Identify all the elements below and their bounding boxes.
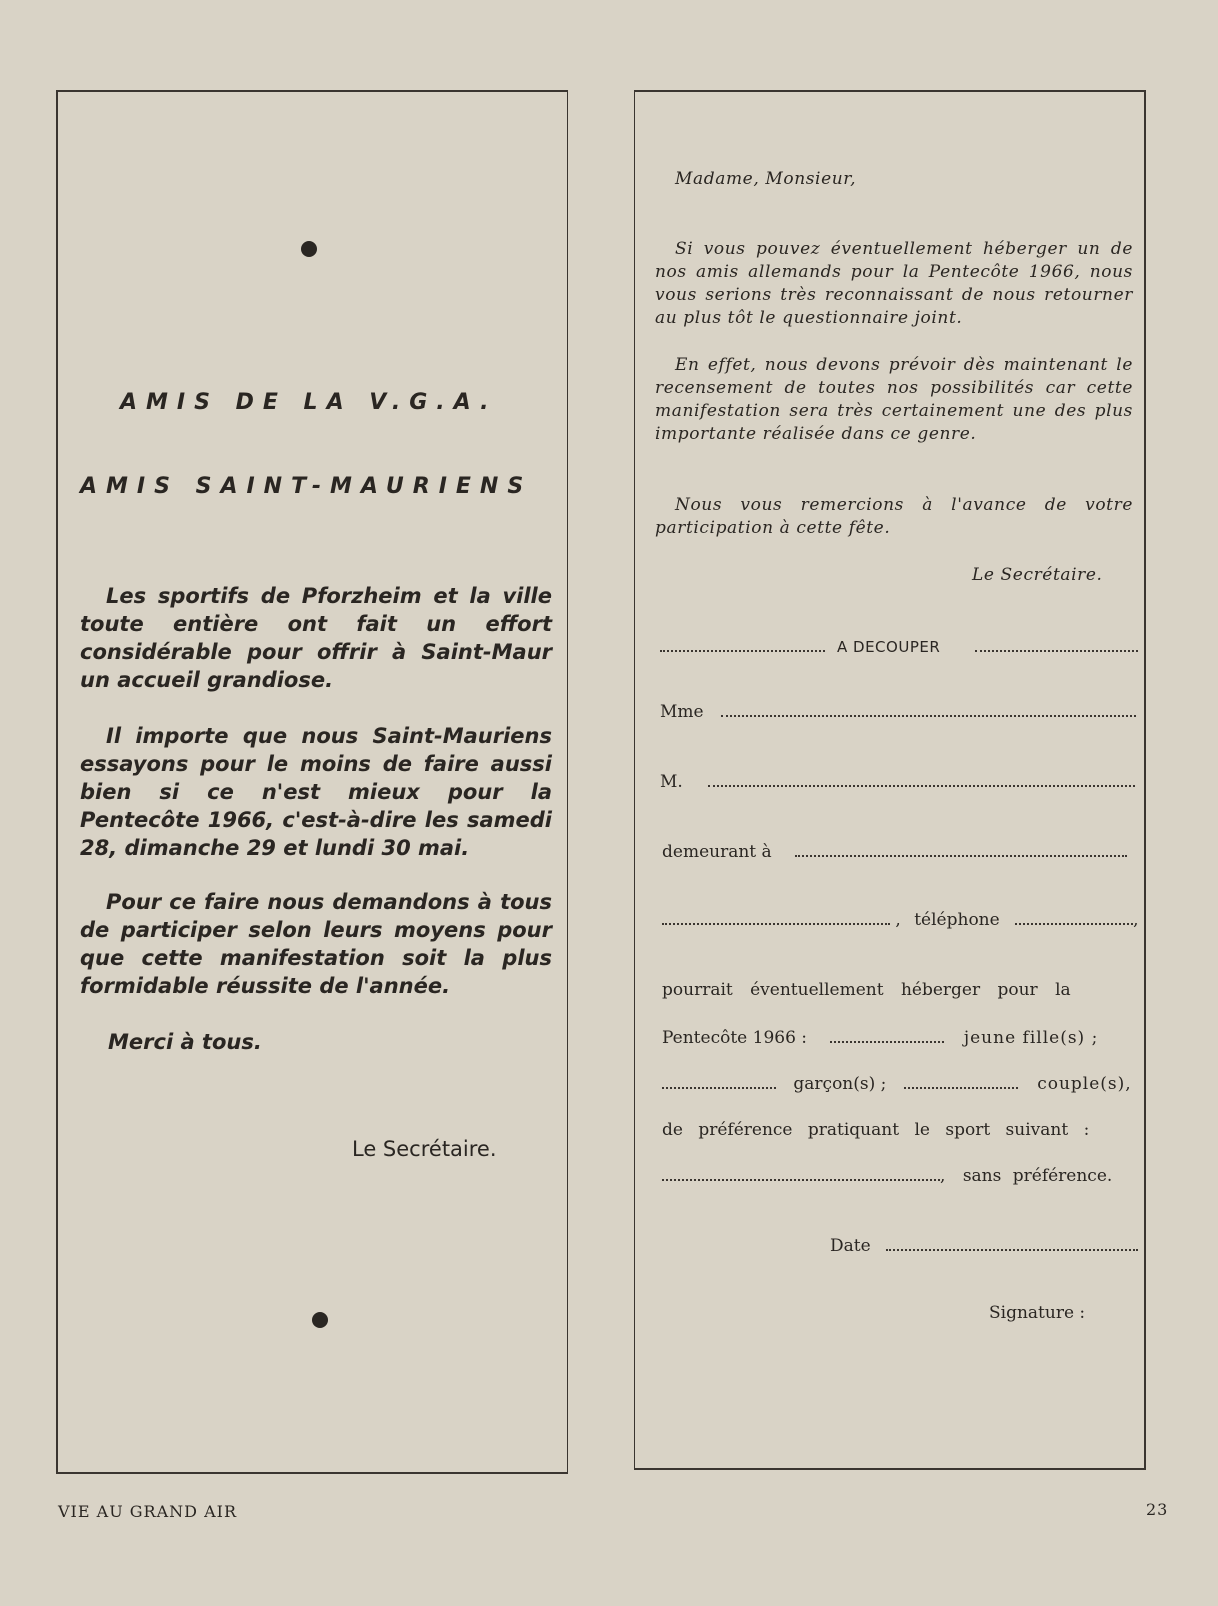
couple-count-field[interactable] (904, 1087, 1018, 1089)
m-field[interactable] (708, 785, 1135, 787)
right-paragraph-2: En effet, nous devons prévoir dès maintenant le recensement de toutes nos possibilités car cette manifestation sera très certainement une des plus importante réalisée dans ce genre. (655, 355, 1133, 444)
bullet-dot-top (301, 241, 317, 257)
couple-label: couple(s), (1037, 1074, 1132, 1094)
preference-label: de préférence pratiquant le sport suivant : (662, 1120, 1090, 1140)
form-preference-row (662, 1120, 1089, 1140)
form-pourrait-row (662, 980, 1138, 1000)
sans-preference-label: sans préférence. (962, 1166, 1113, 1186)
date-field[interactable] (886, 1249, 1138, 1251)
garcon-label: garçon(s) ; (793, 1074, 887, 1094)
right-signature: Le Secrétaire. (972, 565, 1103, 585)
page-number: 23 (1146, 1500, 1169, 1519)
signature-label: Signature : (989, 1303, 1086, 1323)
publication-name: VIE AU GRAND AIR (58, 1502, 237, 1521)
form-telephone-row: , téléphone , (662, 910, 1139, 930)
form-mme-row (660, 702, 1136, 722)
right-paragraph-1: Si vous pouvez éventuellement héberger un de nos amis allemands pour la Pentecôte 1966, nous vous serions très reconnaissant de nous retourner au plus tôt le questionnaire joint. (655, 239, 1133, 328)
pourrait-label: pourrait éventuellement héberger pour la (662, 980, 1071, 1000)
mme-field[interactable] (721, 715, 1136, 717)
right-salutation: Madame, Monsieur, (675, 169, 857, 189)
demeurant-label: demeurant à (662, 842, 772, 862)
left-thanks: Merci à tous. (108, 1030, 262, 1054)
demeurant-field[interactable] (795, 855, 1127, 857)
form-sport-row: , sans préférence. (662, 1166, 1112, 1186)
mme-label: Mme (660, 702, 704, 722)
address-field[interactable] (662, 923, 890, 925)
right-paragraph-3: Nous vous remercions à l'avance de votre participation à cette fête. (655, 495, 1133, 538)
form-m-row (660, 772, 1135, 792)
cut-label: A DECOUPER (837, 638, 941, 656)
telephone-label: téléphone (914, 910, 1000, 930)
form-date-row (830, 1236, 1138, 1256)
telephone-field[interactable] (1015, 923, 1133, 925)
pentecote-label: Pentecôte 1966 : (662, 1028, 808, 1048)
sport-field[interactable] (662, 1179, 940, 1181)
form-pentecote-row (662, 1028, 1098, 1048)
heading-amis-vga: AMIS DE LA V.G.A. (120, 390, 498, 415)
form-demeurant-row (662, 842, 1127, 862)
bullet-dot-bottom (312, 1312, 328, 1328)
left-signature: Le Secrétaire. (352, 1137, 497, 1161)
heading-amis-saint-mauriens: AMIS SAINT-MAURIENS (80, 474, 533, 499)
date-label: Date (830, 1236, 871, 1256)
garcon-count-field[interactable] (662, 1087, 776, 1089)
cut-line (660, 638, 1138, 660)
jeune-fille-count-field[interactable] (830, 1041, 944, 1043)
left-paragraph-1: Les sportifs de Pforzheim et la ville toute entière ont fait un effort considérable pour offrir à Saint-Maur un accueil grandiose. (80, 584, 552, 692)
jeune-fille-label: jeune fille(s) ; (963, 1028, 1099, 1048)
cut-dots-right (975, 650, 1138, 652)
m-label: M. (660, 772, 683, 792)
form-garcon-row (662, 1074, 1132, 1094)
left-paragraph-3: Pour ce faire nous demandons à tous de participer selon leurs moyens pour que cette manifestation soit la plus formidable réussite de l'année. (80, 890, 552, 998)
cut-dots-left (660, 650, 825, 652)
left-paragraph-2: Il importe que nous Saint-Mauriens essayons pour le moins de faire aussi bien si ce n'est mieux pour la Pentecôte 1966, c'est-à-dire les samedi 28, dimanche 29 et lundi 30 mai. (80, 724, 552, 860)
